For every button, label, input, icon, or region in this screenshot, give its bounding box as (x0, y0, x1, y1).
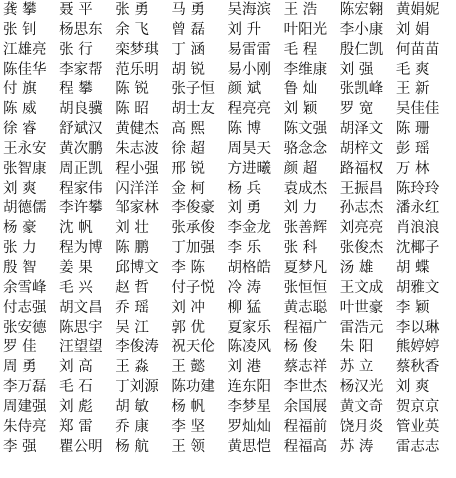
name-cell: 汪望望 (59, 339, 103, 356)
name-cell: 王 领 (171, 438, 205, 455)
name-cell: 刘 冲 (171, 299, 205, 316)
name-cell: 朱 阳 (339, 339, 374, 356)
name-cell: 孙志杰 (339, 200, 384, 217)
name-cell: 程福前 (283, 418, 328, 435)
name-row (3, 438, 452, 458)
name-cell: 陈 珊 (395, 121, 430, 138)
name-cell: 杨 帆 (171, 398, 205, 415)
name-cell: 聂 平 (59, 2, 93, 18)
name-cell: 丁 涵 (171, 41, 205, 58)
name-cell: 杨 航 (115, 438, 149, 455)
name-cell: 杨 兵 (227, 180, 262, 197)
name-row (3, 1, 452, 21)
name-cell: 陈 锐 (115, 81, 149, 98)
name-cell: 陈功建 (171, 379, 215, 396)
name-cell: 李许攀 (59, 200, 103, 217)
name-cell: 刘 港 (227, 359, 262, 376)
name-cell: 陈佳华 (3, 61, 47, 78)
name-cell: 张安德 (3, 319, 47, 336)
name-cell: 江雄亮 (3, 41, 47, 58)
name-cell: 毛 程 (283, 41, 318, 58)
name-cell: 刘 颖 (283, 101, 318, 118)
name-cell: 贺京京 (395, 398, 440, 415)
name-cell: 周昊天 (227, 140, 271, 157)
name-cell: 程亮亮 (227, 101, 271, 118)
name-cell: 郑 雷 (59, 418, 93, 435)
name-row (3, 120, 452, 140)
name-cell: 马 勇 (171, 2, 205, 18)
name-row (3, 160, 452, 180)
name-cell: 陈思宇 (59, 319, 103, 336)
name-cell: 易雷雷 (227, 41, 271, 58)
name-row (3, 299, 452, 319)
name-cell: 沈 帆 (59, 220, 93, 237)
name-cell: 王 新 (395, 81, 430, 98)
name-cell: 张 勇 (115, 2, 149, 18)
name-cell: 邹家林 (115, 200, 159, 217)
name-cell: 夏家乐 (227, 319, 271, 336)
name-cell: 苏 立 (339, 359, 374, 376)
name-cell: 李 颖 (395, 299, 430, 316)
name-cell: 陈 鹏 (115, 240, 149, 257)
name-cell: 连东阳 (227, 379, 271, 396)
name-cell: 刘亮亮 (339, 220, 384, 237)
name-cell: 高 熙 (171, 121, 205, 138)
name-cell: 李家帮 (59, 61, 103, 78)
name-cell: 舒斌汉 (59, 121, 103, 138)
name-cell: 乔 康 (115, 418, 149, 435)
name-cell: 瞿公明 (59, 438, 103, 455)
name-row (3, 378, 452, 398)
name-cell: 罗灿灿 (227, 418, 271, 435)
name-cell: 余国展 (283, 398, 328, 415)
name-cell: 鲁 灿 (283, 81, 318, 98)
name-cell: 冷 涛 (227, 279, 262, 296)
name-cell: 黄思恺 (227, 438, 271, 455)
name-cell: 肖浪浪 (395, 220, 440, 237)
name-cell: 王振昌 (339, 180, 384, 197)
name-cell: 乔 瑶 (115, 299, 149, 316)
name-cell: 付 旗 (3, 81, 37, 98)
name-row (3, 199, 452, 219)
name-cell: 杨思东 (59, 21, 103, 38)
name-cell: 王 淼 (115, 359, 149, 376)
name-cell: 颜 斌 (227, 81, 262, 98)
name-row (3, 140, 452, 160)
name-cell: 刘 力 (283, 200, 318, 217)
name-cell: 陈 博 (227, 121, 262, 138)
name-cell: 胡士友 (171, 101, 215, 118)
name-cell: 张俊杰 (339, 240, 384, 257)
name-cell: 王文成 (339, 279, 384, 296)
name-cell: 黄娟妮 (395, 2, 440, 18)
name-cell: 朱志波 (115, 140, 159, 157)
name-cell: 骆念念 (283, 140, 328, 157)
name-row (3, 259, 452, 279)
name-cell: 李金龙 (227, 220, 271, 237)
name-cell: 程 攀 (59, 81, 93, 98)
name-cell: 潘永红 (395, 200, 440, 217)
name-cell: 金 柯 (171, 180, 205, 197)
name-row (3, 21, 452, 41)
name-cell: 雷志志 (395, 438, 440, 455)
name-cell: 熊婷婷 (395, 339, 440, 356)
name-row (3, 279, 452, 299)
name-cell: 闪洋洋 (115, 180, 159, 197)
name-cell: 饶月炎 (339, 418, 384, 435)
name-cell: 郭 优 (171, 319, 205, 336)
name-cell: 杨汉光 (339, 379, 384, 396)
name-cell: 万 林 (395, 160, 430, 177)
name-cell: 王 浩 (283, 2, 318, 18)
name-cell: 毛 爽 (395, 61, 430, 78)
name-cell: 张 钊 (3, 21, 37, 38)
name-list (3, 1, 452, 457)
name-cell: 付志强 (3, 299, 47, 316)
name-row (3, 180, 452, 200)
name-cell: 陈宏翱 (339, 2, 384, 18)
name-cell: 李 陈 (171, 259, 205, 276)
name-cell: 程福广 (283, 319, 328, 336)
name-cell: 颜 超 (283, 160, 318, 177)
name-cell: 刘 强 (339, 61, 374, 78)
name-row (3, 338, 452, 358)
name-cell: 苏 涛 (339, 438, 374, 455)
name-cell: 张 行 (59, 41, 93, 58)
name-cell: 程为博 (59, 240, 103, 257)
name-cell: 余 飞 (115, 21, 149, 38)
name-cell: 黄志聪 (283, 299, 328, 316)
name-cell: 袁成杰 (283, 180, 328, 197)
name-cell: 黄健杰 (115, 121, 159, 138)
name-cell: 丁刘源 (115, 379, 159, 396)
name-cell: 曾 磊 (171, 21, 205, 38)
name-cell: 胡 锐 (171, 61, 205, 78)
name-cell: 张承俊 (171, 220, 215, 237)
name-row (3, 61, 452, 81)
name-cell: 范乐明 (115, 61, 159, 78)
name-cell: 杨 俊 (283, 339, 318, 356)
name-cell: 胡雅文 (395, 279, 440, 296)
name-cell: 赵 哲 (115, 279, 149, 296)
name-cell: 李俊豪 (171, 200, 215, 217)
name-cell: 何苗苗 (395, 41, 440, 58)
name-cell: 吴佳佳 (395, 101, 440, 118)
name-cell: 周正凯 (59, 160, 103, 177)
name-cell: 杨 豪 (3, 220, 37, 237)
name-cell: 毛 兴 (59, 279, 93, 296)
name-cell: 胡梓文 (339, 140, 384, 157)
name-cell: 张子恒 (171, 81, 215, 98)
name-cell: 殷仁凯 (339, 41, 384, 58)
name-row (3, 80, 452, 100)
name-cell: 胡 敏 (115, 398, 149, 415)
name-cell: 刘 爽 (395, 379, 430, 396)
name-cell: 栾梦琪 (115, 41, 159, 58)
name-cell: 黄次鹏 (59, 140, 103, 157)
name-row (3, 398, 452, 418)
name-cell: 叶世豪 (339, 299, 384, 316)
name-cell: 叶阳光 (283, 21, 328, 38)
name-cell: 罗 宽 (339, 101, 374, 118)
name-cell: 刘 爽 (3, 180, 37, 197)
name-cell: 刘 娟 (395, 21, 430, 38)
name-row (3, 358, 452, 378)
name-cell: 胡德儒 (3, 200, 47, 217)
name-cell: 陈 威 (3, 101, 37, 118)
name-cell: 朱侍亮 (3, 418, 47, 435)
name-row (3, 418, 452, 438)
name-cell: 夏梦凡 (283, 259, 328, 276)
name-cell: 胡泽文 (339, 121, 384, 138)
name-cell: 张凯峰 (339, 81, 384, 98)
name-cell: 徐 超 (171, 140, 205, 157)
name-cell: 管业英 (395, 418, 440, 435)
name-cell: 李万磊 (3, 379, 47, 396)
name-cell: 邢 锐 (171, 160, 205, 177)
name-cell: 罗 佳 (3, 339, 37, 356)
name-cell: 吴海滨 (227, 2, 271, 18)
name-cell: 李 强 (3, 438, 37, 455)
name-cell: 龚 攀 (3, 2, 37, 18)
name-cell: 李世杰 (283, 379, 328, 396)
name-cell: 李 坚 (171, 418, 205, 435)
name-cell: 姜 果 (59, 259, 93, 276)
name-row (3, 239, 452, 259)
name-cell: 张恒恒 (283, 279, 328, 296)
name-cell: 方进曦 (227, 160, 271, 177)
name-cell: 殷 智 (3, 259, 37, 276)
name-cell: 张 科 (283, 240, 318, 257)
name-cell: 李 乐 (227, 240, 262, 257)
name-cell: 刘 彪 (59, 398, 93, 415)
name-cell: 李小康 (339, 21, 384, 38)
name-cell: 程小强 (115, 160, 159, 177)
name-cell: 李俊涛 (115, 339, 159, 356)
name-cell: 刘 升 (227, 21, 262, 38)
name-cell: 刘 高 (59, 359, 93, 376)
name-cell: 周建强 (3, 398, 47, 415)
name-cell: 陈 昭 (115, 101, 149, 118)
name-cell: 彭 瑶 (395, 140, 430, 157)
name-row (3, 319, 452, 339)
name-cell: 李梦星 (227, 398, 271, 415)
name-cell: 黄文奇 (339, 398, 384, 415)
name-cell: 程家伟 (59, 180, 103, 197)
name-cell: 陈凌风 (227, 339, 271, 356)
name-cell: 吴 江 (115, 319, 149, 336)
name-cell: 易小刚 (227, 61, 271, 78)
name-cell: 蔡志祥 (283, 359, 328, 376)
name-cell: 胡良骥 (59, 101, 103, 118)
name-cell: 徐 睿 (3, 121, 37, 138)
name-row (3, 219, 452, 239)
name-cell: 路福权 (339, 160, 384, 177)
name-row (3, 41, 452, 61)
name-cell: 沈椰子 (395, 240, 440, 257)
name-cell: 陈文强 (283, 121, 328, 138)
name-cell: 王永安 (3, 140, 47, 157)
name-cell: 胡 蝶 (395, 259, 430, 276)
name-cell: 李以琳 (395, 319, 440, 336)
name-cell: 蔡秋香 (395, 359, 440, 376)
name-row (3, 100, 452, 120)
name-cell: 张善辉 (283, 220, 328, 237)
name-cell: 刘 壮 (115, 220, 149, 237)
name-cell: 程福高 (283, 438, 328, 455)
name-cell: 付子悦 (171, 279, 215, 296)
name-cell: 邱博文 (115, 259, 159, 276)
name-cell: 王 懿 (171, 359, 205, 376)
name-cell: 雷浩元 (339, 319, 384, 336)
name-cell: 刘 勇 (227, 200, 262, 217)
name-cell: 丁加强 (171, 240, 215, 257)
name-cell: 柳 猛 (227, 299, 262, 316)
name-cell: 周 勇 (3, 359, 37, 376)
name-cell: 毛 石 (59, 379, 93, 396)
name-cell: 张 力 (3, 240, 37, 257)
name-cell: 胡文昌 (59, 299, 103, 316)
name-cell: 陈玲玲 (395, 180, 440, 197)
name-cell: 汤 雄 (339, 259, 374, 276)
name-cell: 李维康 (283, 61, 328, 78)
name-cell: 张智康 (3, 160, 47, 177)
name-cell: 祝天伦 (171, 339, 215, 356)
name-cell: 胡格皓 (227, 259, 271, 276)
name-cell: 余雪峰 (3, 279, 47, 296)
